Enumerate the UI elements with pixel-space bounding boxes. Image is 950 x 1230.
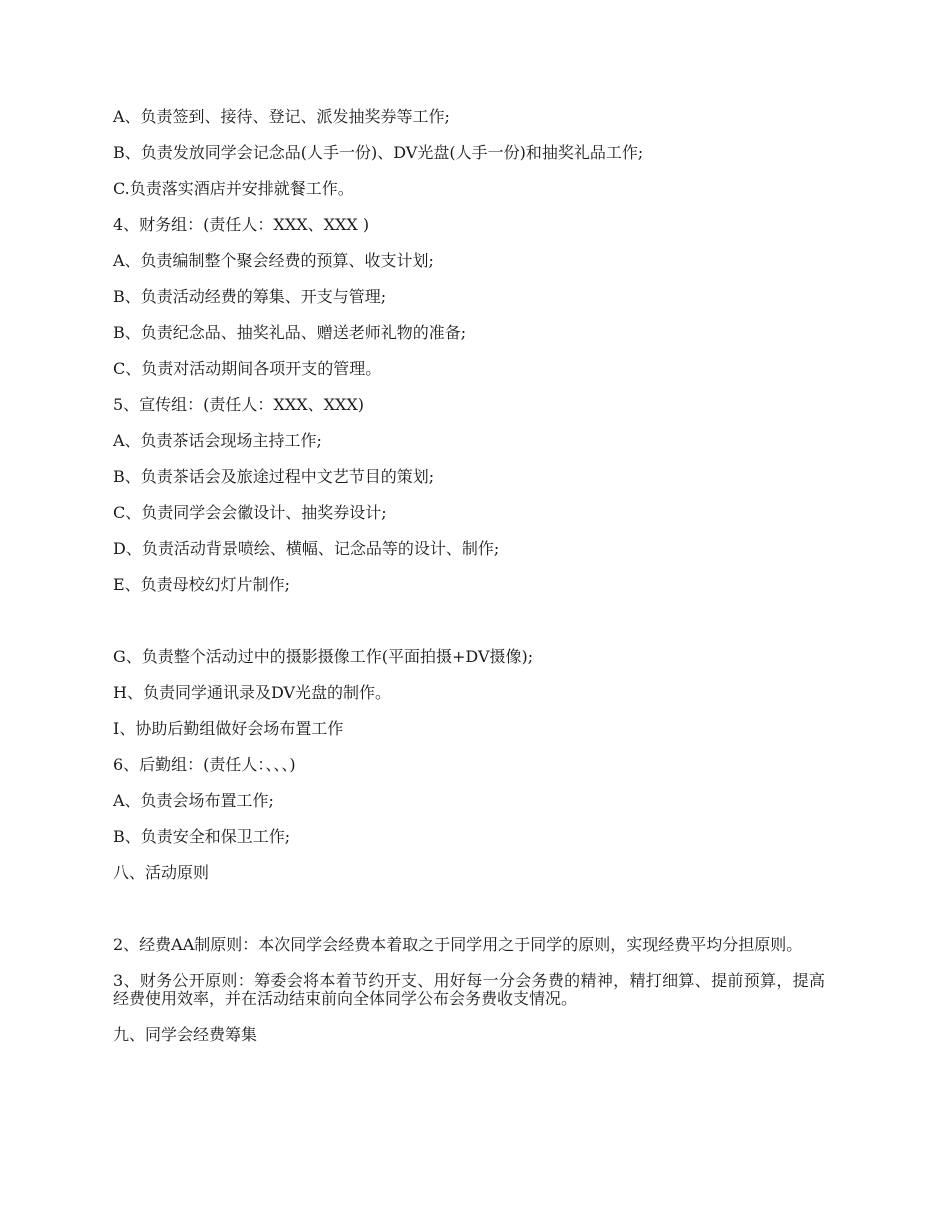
text-line: C、负责同学会会徽设计、抽奖券设计; <box>113 503 387 522</box>
text-line: 6、后勤组：(责任人：、、、) <box>113 755 296 774</box>
paragraph: 2、经费AA制原则：本次同学会经费本着取之于同学用之于同学的原则，实现经费平均分担原则。 <box>113 935 803 954</box>
text-line: C.负责落实酒店并安排就餐工作。 <box>113 179 354 198</box>
text-line: G、负责整个活动过中的摄影摄像工作(平面拍摄+DV摄像); <box>113 647 534 666</box>
text-line: A、负责编制整个聚会经费的预算、收支计划; <box>113 251 434 270</box>
text-line: C、负责对活动期间各项开支的管理。 <box>113 359 382 378</box>
text-line: I、协助后勤组做好会场布置工作 <box>113 719 344 738</box>
paragraph: 3、财务公开原则：筹委会将本着节约开支、用好每一分会务费的精神，精打细算、提前预算，提高经费使用效率，并在活动结束前向全体同学公布会务费收支情况。 <box>113 971 825 1008</box>
text-line: B、负责茶话会及旅途过程中文艺节目的策划; <box>113 467 435 486</box>
document-page <box>113 108 833 1044</box>
text-line: B、负责活动经费的筹集、开支与管理; <box>113 287 387 306</box>
text-line: 4、财务组：(责任人：XXX、XXX ) <box>113 215 370 234</box>
text-line: A、负责茶话会现场主持工作; <box>113 431 322 450</box>
text-line: A、负责会场布置工作; <box>113 791 274 810</box>
text-line: B、负责纪念品、抽奖礼品、赠送老师礼物的准备; <box>113 323 467 342</box>
text-line: 5、宣传组：(责任人：XXX、XXX) <box>113 395 365 414</box>
text-line: A、负责签到、接待、登记、派发抽奖券等工作; <box>113 107 450 126</box>
text-line: B、负责安全和保卫工作; <box>113 827 291 846</box>
section-heading: 九、同学会经费筹集 <box>113 1025 258 1044</box>
section-heading: 八、活动原则 <box>113 863 210 882</box>
text-line: D、负责活动背景喷绘、横幅、记念品等的设计、制作; <box>113 539 500 558</box>
text-line: E、负责母校幻灯片制作; <box>113 575 291 594</box>
text-line: H、负责同学通讯录及DV光盘的制作。 <box>113 683 392 702</box>
text-line: B、负责发放同学会记念品(人手一份)、DV光盘(人手一份)和抽奖礼品工作; <box>113 143 644 162</box>
